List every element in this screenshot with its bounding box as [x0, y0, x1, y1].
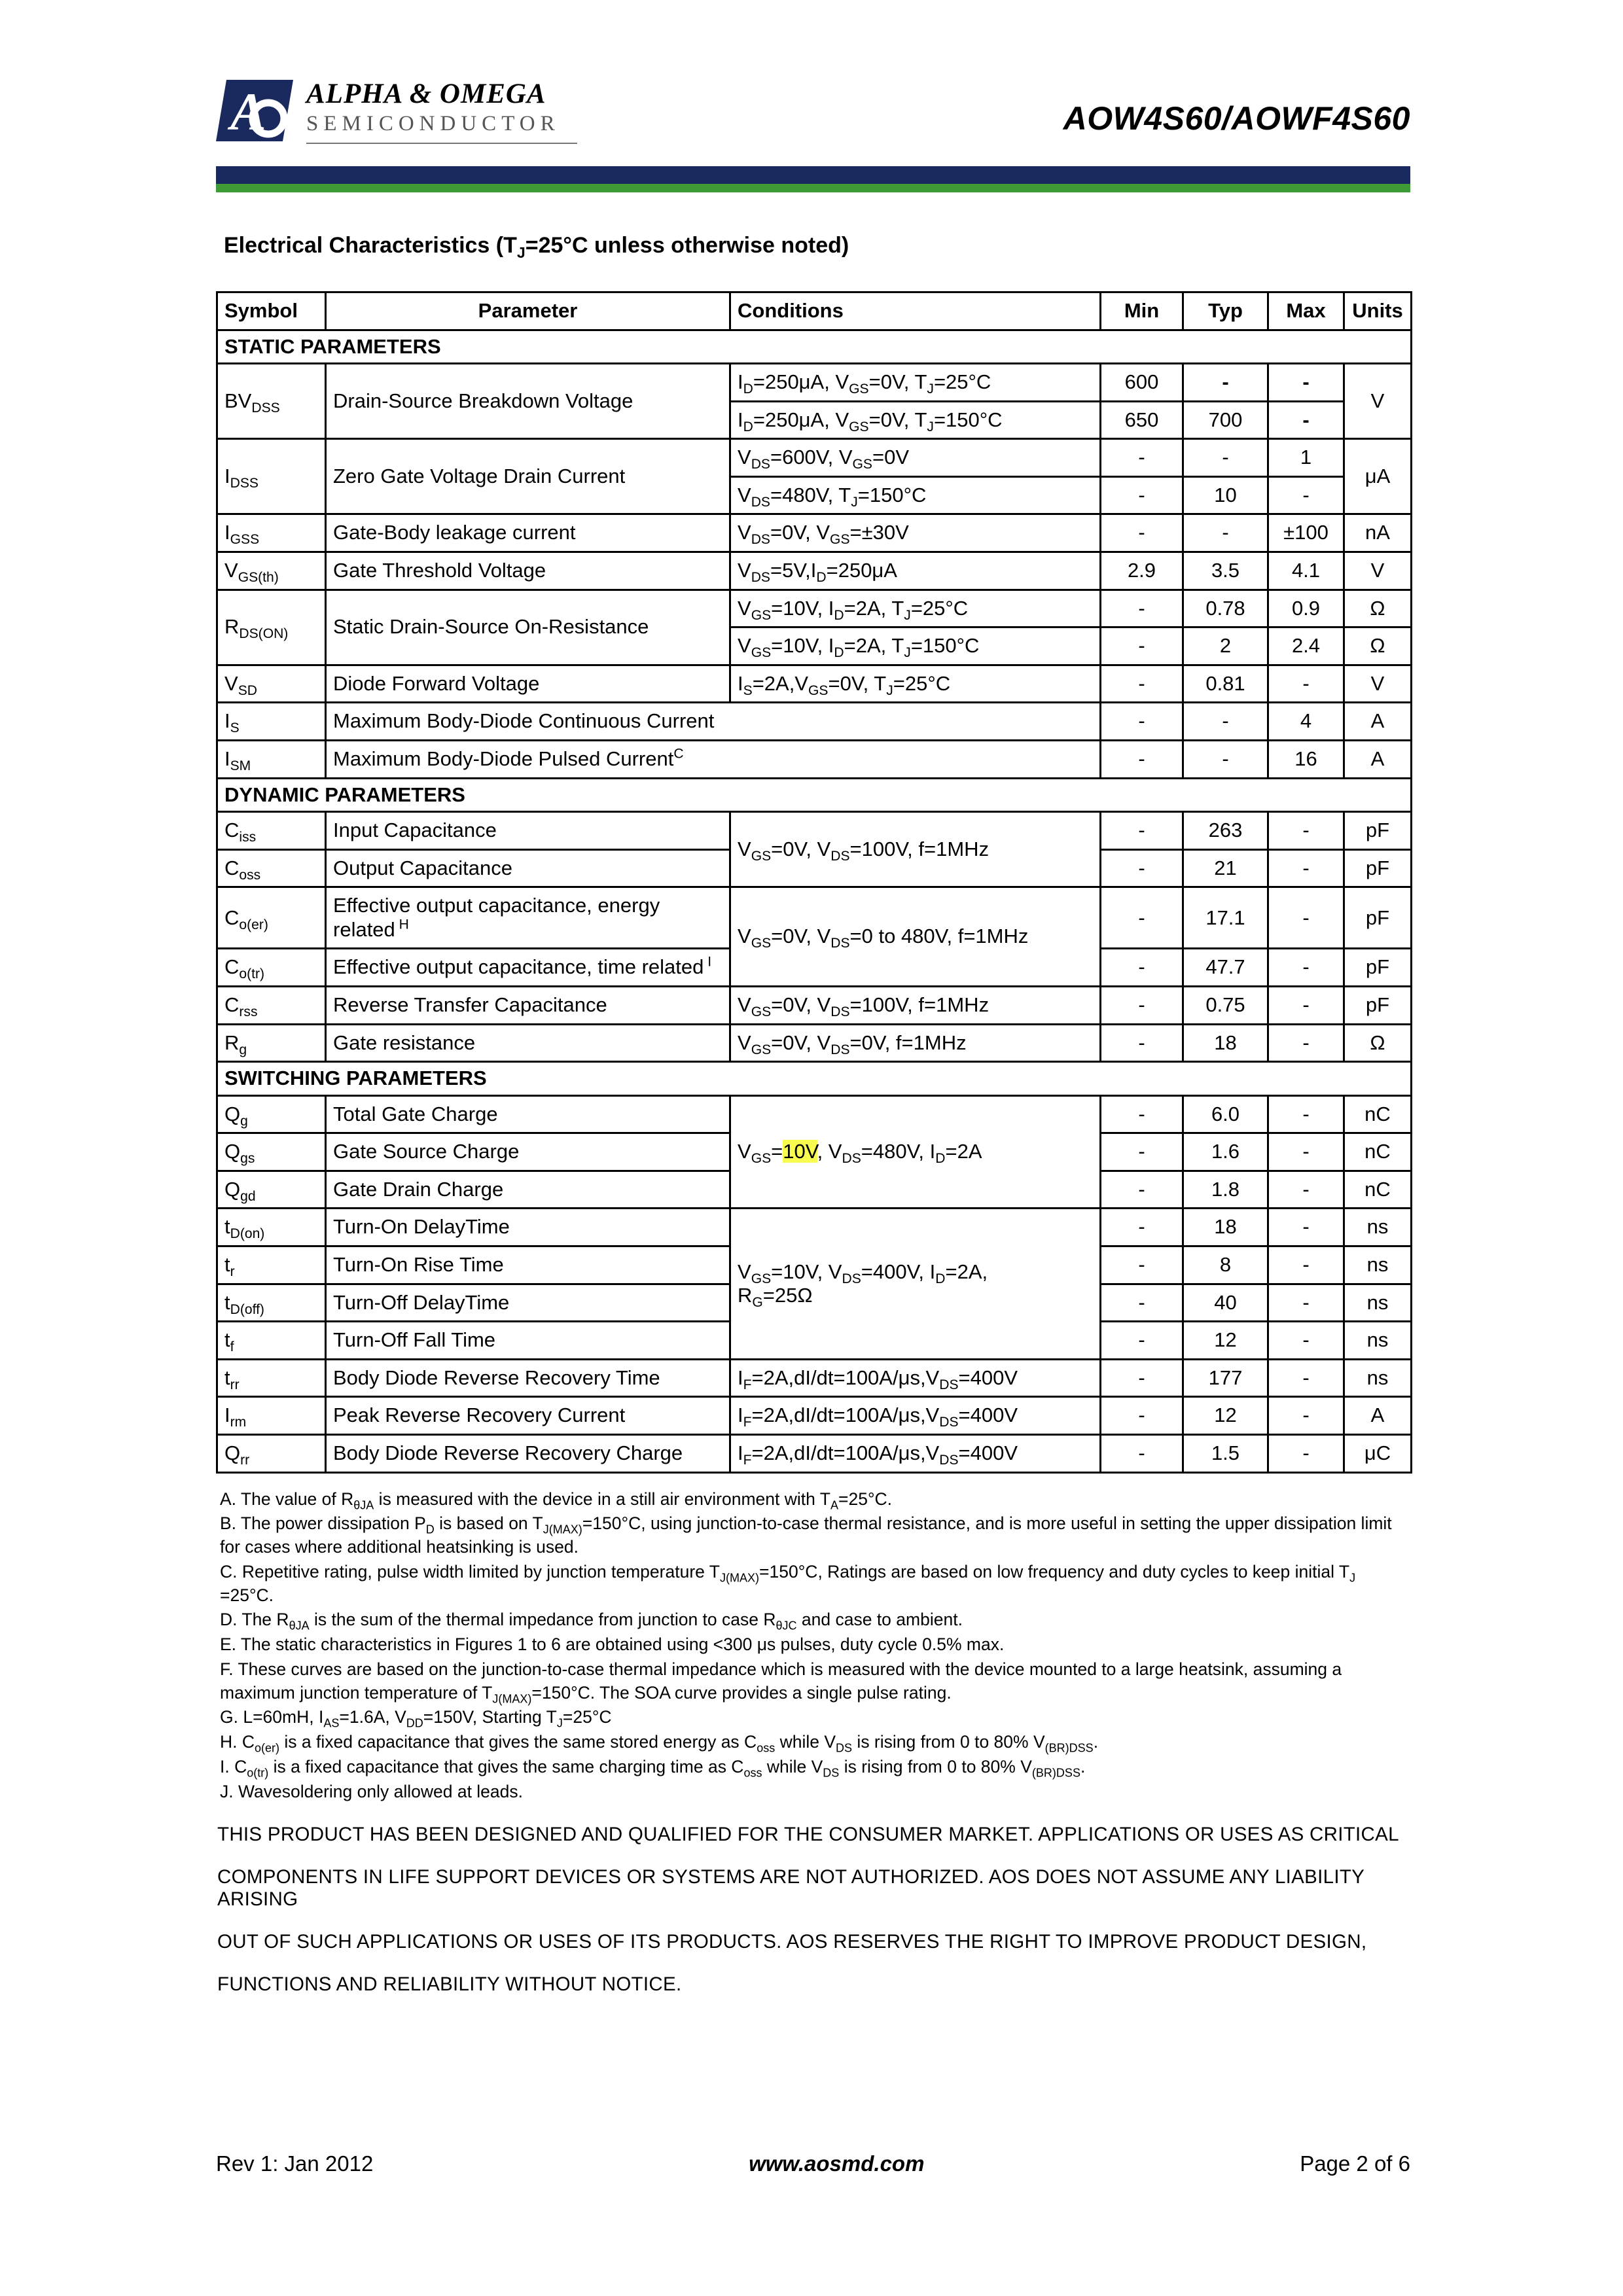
table-cell: ns	[1344, 1322, 1412, 1360]
table-cell: 263	[1183, 812, 1268, 850]
table-cell: 12	[1183, 1397, 1268, 1435]
table-cell: Ω	[1344, 1024, 1412, 1062]
table-cell: -	[1268, 1095, 1344, 1133]
table-row	[217, 703, 1412, 741]
table-cell: μA	[1344, 439, 1412, 514]
table-cell: $R_g$	[217, 1024, 326, 1062]
table-cell: $t_{rr}$	[217, 1359, 326, 1397]
table-cell: $C_{rss}$	[217, 986, 326, 1024]
aos-logo-icon	[216, 77, 293, 144]
header-divider-bar	[216, 166, 1410, 192]
table-cell: -	[1101, 887, 1183, 949]
section-header-row	[217, 330, 1412, 364]
footnote-item: C. Repetitive rating, pulse width limited by junction temperature $T_{J(MAX)}=150^\circ C$, Ratings are based on low frequency and duty cycles to keep initial $T_J =25^\circ C$.	[220, 1561, 1356, 1605]
table-cell: $C_{iss}$	[217, 812, 326, 850]
footnote-item: E. The static characteristics in Figures 1 to 6 are obtained using <300 μs pulses, duty cycle 0.5% max.	[220, 1634, 1005, 1655]
table-cell: 1	[1268, 439, 1344, 477]
table-cell: $V_{GS}=10V$, $V_{DS}=400V$, $I_D=2A$, $R_G=25\Omega$	[730, 1209, 1101, 1359]
footnote-item: F. These curves are based on the junction-to-case thermal impedance which is measured with the device mounted to a large heatsink, assuming a maximum junction temperature of $T_{J(MAX)}=150^\circ C$. The SOA curve provides a single pulse rating.	[220, 1659, 1342, 1705]
table-cell: $V_{DS}=600V$, $V_{GS}=0V$	[730, 439, 1101, 477]
company-logo	[216, 77, 577, 144]
table-cell: -	[1183, 439, 1268, 477]
table-cell: $V_{GS(th)}$	[217, 552, 326, 590]
table-row	[217, 1397, 1412, 1435]
table-cell: $I_F=2A,dI/dt=100A/\mu s,V_{DS}=400V$	[730, 1434, 1101, 1472]
table-cell: 17.1	[1183, 887, 1268, 949]
logo-text	[306, 78, 577, 144]
table-row	[217, 740, 1412, 778]
table-cell: V	[1344, 665, 1412, 703]
table-cell: nC	[1344, 1171, 1412, 1209]
table-cell: $V_{SD}$	[217, 665, 326, 703]
table-cell: 0.78	[1183, 590, 1268, 627]
table-cell: Turn-On DelayTime	[326, 1209, 730, 1246]
table-cell: $V_{GS}=0V$, $V_{DS}=100V$, f=1MHz	[730, 812, 1101, 887]
table-cell: ns	[1344, 1246, 1412, 1284]
table-cell: Effective output capacitance, energy related $^H$	[326, 887, 730, 949]
table-cell: 1.6	[1183, 1133, 1268, 1171]
table-cell: Peak Reverse Recovery Current	[326, 1397, 730, 1435]
table-cell: $I_{SM}$	[217, 740, 326, 778]
table-cell: pF	[1344, 949, 1412, 987]
table-cell: -	[1183, 740, 1268, 778]
table-cell: pF	[1344, 812, 1412, 850]
column-header-cell: Units	[1344, 292, 1412, 330]
table-cell: A	[1344, 740, 1412, 778]
table-row	[217, 590, 1412, 627]
table-cell: ns	[1344, 1284, 1412, 1322]
table-cell: -	[1101, 740, 1183, 778]
table-cell: V	[1344, 364, 1412, 439]
table-cell: $Q_{gs}$	[217, 1133, 326, 1171]
table-cell: 177	[1183, 1359, 1268, 1397]
table-cell: -	[1101, 703, 1183, 741]
table-cell: Drain-Source Breakdown Voltage	[326, 364, 730, 439]
part-number-title: AOW4S60/AOWF4S60	[1063, 100, 1410, 137]
table-cell: 10	[1183, 476, 1268, 514]
table-cell: -	[1101, 1284, 1183, 1322]
section-header-row	[217, 1062, 1412, 1096]
table-cell: Maximum Body-Diode Continuous Current	[326, 703, 1101, 741]
table-row	[217, 514, 1412, 552]
ec-table-body	[217, 292, 1412, 1473]
table-cell: Turn-Off Fall Time	[326, 1322, 730, 1360]
table-cell: -	[1101, 1434, 1183, 1472]
table-cell: Body Diode Reverse Recovery Time	[326, 1359, 730, 1397]
table-cell: -	[1101, 476, 1183, 514]
table-cell: A	[1344, 703, 1412, 741]
logo-company-name: ALPHA & OMEGA	[306, 78, 546, 109]
table-cell: -	[1183, 364, 1268, 402]
table-cell: -	[1101, 665, 1183, 703]
table-cell: nC	[1344, 1133, 1412, 1171]
table-cell: $I_D=250\mu A$, $V_{GS}=0V$, $T_J=25^\circ C$	[730, 364, 1101, 402]
table-cell: Static Drain-Source On-Resistance	[326, 590, 730, 665]
table-cell: $t_r$	[217, 1246, 326, 1284]
table-cell: -	[1268, 986, 1344, 1024]
table-cell: pF	[1344, 887, 1412, 949]
table-cell: SWITCHING PARAMETERS	[217, 1062, 1412, 1096]
footnotes	[220, 1488, 1410, 1804]
footnote-item: I. $C_{o(tr)}$ is a fixed capacitance that gives the same charging time as $C_{oss}$ while $V_{DS}$ is rising from 0 to 80% $V_{(BR)DSS}$.	[220, 1756, 1086, 1780]
footer-page-number: Page 2 of 6	[1300, 2151, 1410, 2176]
table-cell: $C_{o(tr)}$	[217, 949, 326, 987]
footnote-item: H. $C_{o(er)}$ is a fixed capacitance that gives the same stored energy as $C_{oss}$ while $V_{DS}$ is rising from 0 to 80% $V_{(BR)DSS}$.	[220, 1732, 1099, 1755]
table-cell: -	[1268, 849, 1344, 887]
column-header-cell: Typ	[1183, 292, 1268, 330]
table-cell: Diode Forward Voltage	[326, 665, 730, 703]
table-cell: -	[1183, 514, 1268, 552]
table-cell: -	[1268, 665, 1344, 703]
table-row	[217, 812, 1412, 850]
table-cell: $V_{DS}=480V$, $T_J=150^\circ C$	[730, 476, 1101, 514]
table-cell: 12	[1183, 1322, 1268, 1360]
table-cell: Ω	[1344, 627, 1412, 665]
table-cell: -	[1101, 1246, 1183, 1284]
table-cell: -	[1268, 364, 1344, 402]
table-cell: Gate resistance	[326, 1024, 730, 1062]
column-header-cell: Max	[1268, 292, 1344, 330]
table-cell: 21	[1183, 849, 1268, 887]
table-cell: V	[1344, 552, 1412, 590]
page-header	[216, 0, 1410, 144]
table-cell: nA	[1344, 514, 1412, 552]
table-cell: Total Gate Charge	[326, 1095, 730, 1133]
table-cell: pF	[1344, 849, 1412, 887]
footnote-item: G. L=60mH, $I_{AS}=1.6A$, $V_{DD}=150V$, Starting $T_J=25^\circ C$	[220, 1707, 612, 1730]
footnote-item: B. The power dissipation $P_D$ is based on $T_{J(MAX)}=150^\circ C$, using junction-to-case thermal resistance, and is more useful in setting the upper dissipation limit for cases where additional heatsinking is used.	[220, 1513, 1392, 1557]
table-cell: 47.7	[1183, 949, 1268, 987]
table-cell: nC	[1344, 1095, 1412, 1133]
footer-website: www.aosmd.com	[749, 2151, 925, 2176]
table-cell: -	[1101, 1024, 1183, 1062]
table-row	[217, 1095, 1412, 1133]
divider-green-stripe	[216, 184, 1410, 192]
column-header-cell: Parameter	[326, 292, 730, 330]
table-cell: 1.5	[1183, 1434, 1268, 1472]
table-cell: $I_F=2A,dI/dt=100A/\mu s,V_{DS}=400V$	[730, 1359, 1101, 1397]
table-cell: -	[1268, 1209, 1344, 1246]
section-title: Electrical Characteristics ($T_J=25^\circ C$ unless otherwise noted)	[224, 233, 849, 261]
table-cell: $V_{GS}=10V$, $V_{DS}=480V$, $I_D=2A$	[730, 1095, 1101, 1209]
table-cell: A	[1344, 1397, 1412, 1435]
table-cell: -	[1101, 514, 1183, 552]
table-cell: Turn-On Rise Time	[326, 1246, 730, 1284]
table-cell: Zero Gate Voltage Drain Current	[326, 439, 730, 514]
table-cell: 0.81	[1183, 665, 1268, 703]
table-cell: 2.4	[1268, 627, 1344, 665]
table-cell: -	[1268, 1284, 1344, 1322]
table-cell: $I_{rm}$	[217, 1397, 326, 1435]
table-cell: 2	[1183, 627, 1268, 665]
table-cell: Gate Drain Charge	[326, 1171, 730, 1209]
table-cell: ns	[1344, 1209, 1412, 1246]
table-cell: Gate Threshold Voltage	[326, 552, 730, 590]
table-cell: -	[1268, 949, 1344, 987]
table-cell: 650	[1101, 401, 1183, 439]
table-cell: 3.5	[1183, 552, 1268, 590]
table-cell: 6.0	[1183, 1095, 1268, 1133]
footnote-item: A. The value of $R_{\theta JA}$ is measured with the device in a still air environment with $T_A=25^\circ C$.	[220, 1489, 893, 1511]
table-cell: Maximum Body-Diode Pulsed Current$^C$	[326, 740, 1101, 778]
column-header-cell: Symbol	[217, 292, 326, 330]
page-footer	[216, 2151, 1410, 2176]
table-cell: $BV_{DSS}$	[217, 364, 326, 439]
table-cell: $C_{oss}$	[217, 849, 326, 887]
table-cell: -	[1101, 1095, 1183, 1133]
column-header-cell: Min	[1101, 292, 1183, 330]
table-cell: 8	[1183, 1246, 1268, 1284]
table-row	[217, 552, 1412, 590]
table-cell: $Q_{gd}$	[217, 1171, 326, 1209]
table-cell: -	[1183, 703, 1268, 741]
table-cell: Input Capacitance	[326, 812, 730, 850]
disclaimer-line: THIS PRODUCT HAS BEEN DESIGNED AND QUALIFIED FOR THE CONSUMER MARKET. APPLICATIONS OR USES AS CRITICAL	[217, 1824, 1399, 1846]
table-cell: -	[1101, 1322, 1183, 1360]
table-cell: μC	[1344, 1434, 1412, 1472]
table-cell: $Q_{rr}$	[217, 1434, 326, 1472]
table-cell: -	[1268, 401, 1344, 439]
footnote-item: J. Wavesoldering only allowed at leads.	[220, 1781, 524, 1801]
table-cell: $I_F=2A,dI/dt=100A/\mu s,V_{DS}=400V$	[730, 1397, 1101, 1435]
table-cell: Ω	[1344, 590, 1412, 627]
table-cell: 0.75	[1183, 986, 1268, 1024]
table-cell: -	[1268, 1171, 1344, 1209]
table-cell: -	[1101, 1359, 1183, 1397]
table-cell: 4	[1268, 703, 1344, 741]
table-cell: ns	[1344, 1359, 1412, 1397]
disclaimer-line: FUNCTIONS AND RELIABILITY WITHOUT NOTICE.	[217, 1973, 682, 1996]
ec-table	[216, 291, 1412, 1474]
table-cell: Turn-Off DelayTime	[326, 1284, 730, 1322]
table-row	[217, 1024, 1412, 1062]
table-cell: -	[1101, 949, 1183, 987]
table-cell: Reverse Transfer Capacitance	[326, 986, 730, 1024]
column-header-row	[217, 292, 1412, 330]
table-cell: $V_{GS}=0V$, $V_{DS}=100V$, f=1MHz	[730, 986, 1101, 1024]
disclaimer-line: COMPONENTS IN LIFE SUPPORT DEVICES OR SYSTEMS ARE NOT AUTHORIZED. AOS DOES NOT ASSUME ANY LIABILITY ARISING	[217, 1866, 1364, 1911]
table-row	[217, 1209, 1412, 1246]
table-cell: $I_D=250\mu A$, $V_{GS}=0V$, $T_J=150^\circ C$	[730, 401, 1101, 439]
table-cell: -	[1268, 1246, 1344, 1284]
table-cell: -	[1101, 986, 1183, 1024]
column-header-cell: Conditions	[730, 292, 1101, 330]
table-cell: 2.9	[1101, 552, 1183, 590]
table-cell: -	[1101, 1133, 1183, 1171]
table-cell: -	[1101, 1397, 1183, 1435]
table-cell: 16	[1268, 740, 1344, 778]
table-cell: $t_f$	[217, 1322, 326, 1360]
table-cell: STATIC PARAMETERS	[217, 330, 1412, 364]
table-cell: $t_{D(off)}$	[217, 1284, 326, 1322]
table-cell: 0.9	[1268, 590, 1344, 627]
table-cell: -	[1268, 1434, 1344, 1472]
table-cell: Gate Source Charge	[326, 1133, 730, 1171]
table-cell: 1.8	[1183, 1171, 1268, 1209]
table-cell: $V_{DS}=0V$, $V_{GS}=\pm 30V$	[730, 514, 1101, 552]
table-row	[217, 364, 1412, 402]
footnote-item: D. The $R_{\theta JA}$ is the sum of the thermal impedance from junction to case $R_{\theta JC}$ and case to ambient.	[220, 1610, 963, 1633]
table-row	[217, 887, 1412, 949]
table-cell: $V_{GS}=10V$, $I_D=2A$, $T_J=25^\circ C$	[730, 590, 1101, 627]
table-cell: $I_S$	[217, 703, 326, 741]
table-cell: pF	[1344, 986, 1412, 1024]
table-cell: -	[1101, 812, 1183, 850]
table-cell: Output Capacitance	[326, 849, 730, 887]
table-cell: $I_{GSS}$	[217, 514, 326, 552]
table-cell: $V_{GS}=0V$, $V_{DS}=0V$, f=1MHz	[730, 1024, 1101, 1062]
table-cell: $V_{GS}=10V$, $I_D=2A$, $T_J=150^\circ C$	[730, 627, 1101, 665]
table-cell: $Q_g$	[217, 1095, 326, 1133]
table-cell: $I_S=2A,V_{GS}=0V$, $T_J=25^\circ C$	[730, 665, 1101, 703]
logo-semiconductor-label: SEMICONDUCTOR	[306, 111, 560, 135]
svg-text:A: A	[230, 82, 266, 141]
table-cell: -	[1101, 590, 1183, 627]
table-cell: DYNAMIC PARAMETERS	[217, 778, 1412, 812]
table-cell: 18	[1183, 1209, 1268, 1246]
table-row	[217, 1434, 1412, 1472]
divider-navy-stripe	[216, 166, 1410, 184]
table-cell: -	[1268, 812, 1344, 850]
table-cell: -	[1268, 1397, 1344, 1435]
table-cell: Body Diode Reverse Recovery Charge	[326, 1434, 730, 1472]
table-cell: -	[1268, 1133, 1344, 1171]
table-cell: 600	[1101, 364, 1183, 402]
table-cell: -	[1268, 1322, 1344, 1360]
table-cell: Gate-Body leakage current	[326, 514, 730, 552]
table-cell: -	[1101, 627, 1183, 665]
table-cell: -	[1101, 1209, 1183, 1246]
table-cell: 700	[1183, 401, 1268, 439]
table-cell: 4.1	[1268, 552, 1344, 590]
table-cell: -	[1101, 1171, 1183, 1209]
table-cell: $V_{GS}=0V$, $V_{DS}=0$ to 480V, f=1MHz	[730, 887, 1101, 987]
table-cell: -	[1101, 849, 1183, 887]
table-cell: -	[1268, 1359, 1344, 1397]
footer-revision: Rev 1: Jan 2012	[216, 2151, 374, 2176]
table-cell: $I_{DSS}$	[217, 439, 326, 514]
disclaimer	[217, 1824, 1410, 1996]
table-cell: 18	[1183, 1024, 1268, 1062]
table-row	[217, 986, 1412, 1024]
section-header-row	[217, 778, 1412, 812]
table-cell: $C_{o(er)}$	[217, 887, 326, 949]
table-cell: Effective output capacitance, time related $^I$	[326, 949, 730, 987]
table-cell: -	[1268, 476, 1344, 514]
table-cell: $V_{DS}=5V,I_D=250\mu A$	[730, 552, 1101, 590]
table-cell: $R_{DS(ON)}$	[217, 590, 326, 665]
table-cell: -	[1268, 1024, 1344, 1062]
table-cell: $t_{D(on)}$	[217, 1209, 326, 1246]
table-cell: ±100	[1268, 514, 1344, 552]
table-row	[217, 1359, 1412, 1397]
table-row	[217, 665, 1412, 703]
disclaimer-line: OUT OF SUCH APPLICATIONS OR USES OF ITS PRODUCTS. AOS RESERVES THE RIGHT TO IMPROVE PRODUCT DESIGN,	[217, 1931, 1367, 1953]
table-cell: 40	[1183, 1284, 1268, 1322]
table-cell: -	[1268, 887, 1344, 949]
table-row	[217, 439, 1412, 477]
table-cell: -	[1101, 439, 1183, 477]
